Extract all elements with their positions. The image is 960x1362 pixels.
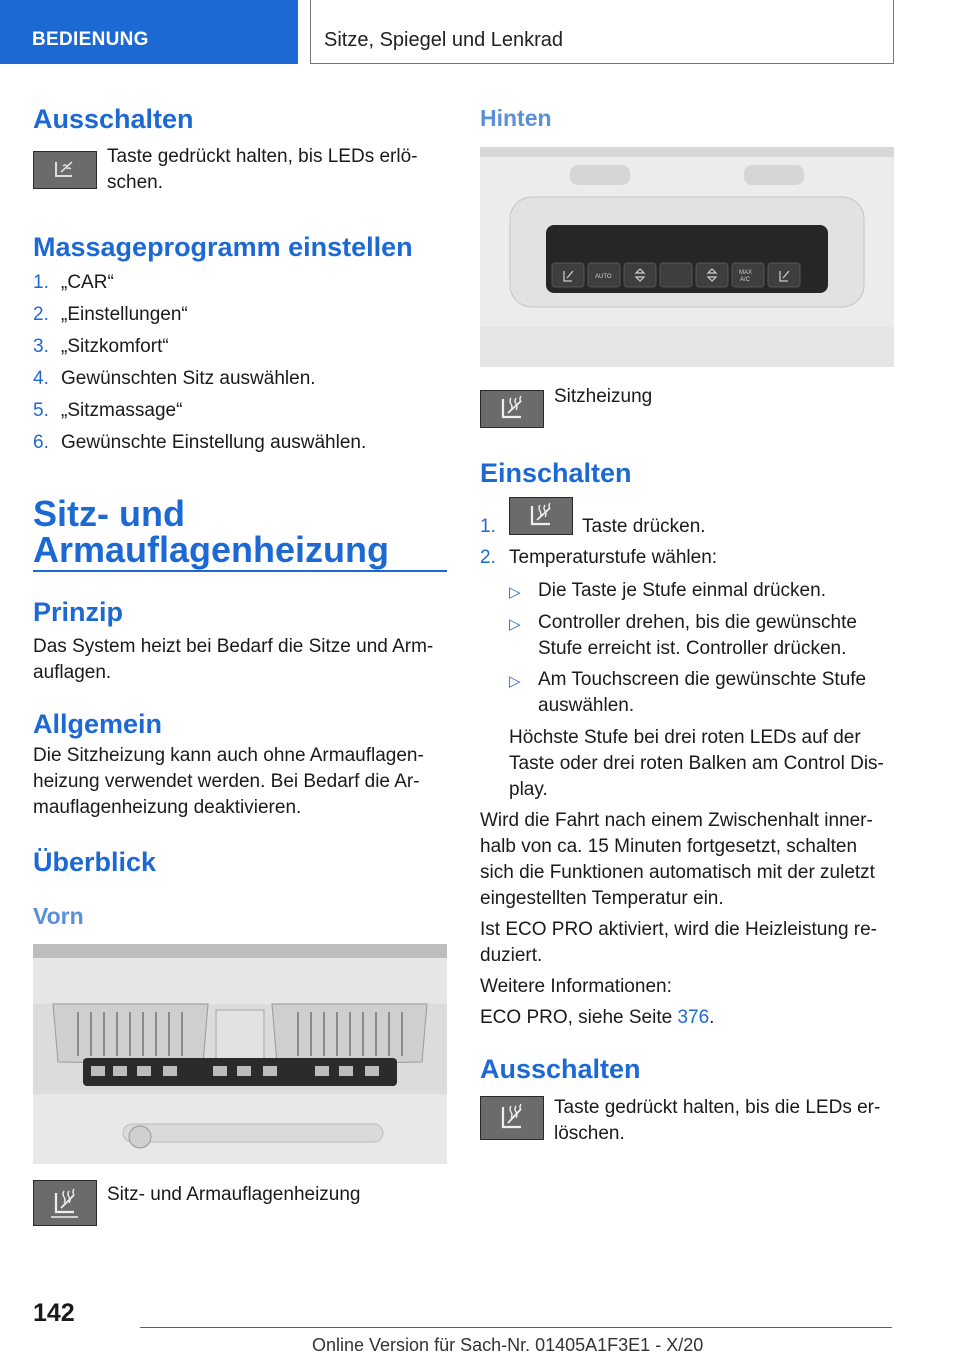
bullet-text: auswählen. (538, 695, 635, 716)
para1-line2: halb von ca. 15 Minuten fortgesetzt, schalten (480, 836, 858, 857)
prinzip-text-line1: Das System heizt bei Bedarf die Sitze und Arm- (33, 636, 434, 657)
ausschalten-right-line1: Taste gedrückt halten, bis die LEDs er- (554, 1097, 881, 1118)
bullet-triangle-icon: ▷ (509, 584, 521, 601)
massage-step-number: 4. (33, 368, 49, 389)
para1-line4: eingestellten Temperatur ein. (480, 888, 724, 909)
footer-online-version: Online Version für Sach-Nr. 01405A1F3E1 - X/20 (312, 1335, 704, 1355)
section-label: BEDIENUNG (32, 29, 149, 50)
rear-console-photo (480, 147, 894, 367)
seat-heating-icon (480, 1096, 544, 1140)
para1-line1: Wird die Fahrt nach einem Zwischenhalt inner- (480, 810, 873, 831)
eco-pro-reference: ECO PRO, siehe Seite 376. (480, 1007, 715, 1028)
footer-rule (140, 1327, 892, 1328)
hinten-caption: Sitzheizung (554, 386, 653, 407)
page-link-376[interactable]: 376 (677, 1007, 710, 1028)
svg-text:AUTO: AUTO (595, 274, 612, 280)
section-tab (0, 0, 298, 64)
svg-text:A/C: A/C (740, 277, 751, 283)
para1-line3: sich die Funktionen automatisch mit der zuletzt (480, 862, 875, 883)
para2-line2: duziert. (480, 945, 543, 966)
svg-text:MAX: MAX (739, 270, 753, 276)
para2-line1: Ist ECO PRO aktiviert, wird die Heizleistung re- (480, 919, 878, 940)
seat-heating-icon (509, 497, 573, 535)
massage-step-number: 2. (33, 304, 49, 325)
massage-heading: Massageprogramm einstellen (33, 232, 413, 262)
bullet-triangle-icon: ▷ (509, 673, 521, 690)
ueberblick-heading: Überblick (33, 847, 157, 877)
armrest-heating-icon (33, 1180, 97, 1226)
bullet-text: Controller drehen, bis die gewünschte (538, 612, 857, 633)
ausschalten-heading: Ausschalten (33, 104, 194, 134)
bullet-text: Stufe erreicht ist. Controller drücken. (538, 638, 847, 659)
prinzip-text-line2: auflagen. (33, 662, 112, 683)
massage-step-number: 6. (33, 432, 49, 453)
prinzip-heading: Prinzip (33, 597, 124, 627)
page-number: 142 (33, 1299, 75, 1327)
chapter-header (310, 0, 894, 64)
massage-step-text: Gewünschten Sitz auswählen. (61, 368, 316, 389)
massage-step-number: 5. (33, 400, 49, 421)
step-2-text: Temperaturstufe wählen: (509, 547, 718, 568)
massage-step-text: „Einstellungen“ (61, 304, 188, 325)
ausschalten-heading-right: Ausschalten (480, 1054, 641, 1084)
vorn-heading: Vorn (33, 903, 84, 929)
seat-ventilation-off-icon (33, 151, 97, 189)
bullet-triangle-icon: ▷ (509, 616, 521, 633)
massage-step-text: „Sitzmassage“ (61, 400, 183, 421)
bullet-text: Die Taste je Stufe einmal drücken. (538, 580, 826, 601)
ausschalten-text-line2: schen. (107, 172, 163, 193)
step-1-number: 1. (480, 516, 496, 537)
massage-step-number: 1. (33, 272, 49, 293)
vorn-caption: Sitz- und Armauflagenheizung (107, 1184, 361, 1205)
massage-step-text: „Sitzkomfort“ (61, 336, 169, 357)
allgemein-text-line1: Die Sitzheizung kann auch ohne Armauflagen- (33, 745, 424, 766)
seat-heating-icon (480, 390, 544, 428)
step-1-text: Taste drücken. (582, 516, 706, 537)
ausschalten-text-line1: Taste gedrückt halten, bis LEDs erlö- (107, 146, 418, 167)
allgemein-text-line3: mauflagenheizung deaktivieren. (33, 797, 302, 818)
massage-step-text: „CAR“ (61, 272, 114, 293)
massage-step-text: Gewünschte Einstellung auswählen. (61, 432, 367, 453)
step-2-number: 2. (480, 547, 496, 568)
hinten-heading: Hinten (480, 105, 552, 131)
bullet-text: Am Touchscreen die gewünschte Stufe (538, 669, 867, 690)
note-line1: Höchste Stufe bei drei roten LEDs auf der (509, 727, 861, 748)
chapter-label: Sitze, Spiegel und Lenkrad (324, 29, 564, 51)
note-line2: Taste oder drei roten Balken am Control Dis- (509, 753, 884, 774)
note-line3: play. (509, 779, 548, 800)
chapter-rule (33, 570, 447, 572)
allgemein-heading: Allgemein (33, 709, 163, 739)
front-console-photo (33, 944, 447, 1164)
chapter-title-line2: Armauflagenheizung (33, 529, 390, 570)
further-info-label: Weitere Informationen: (480, 976, 672, 997)
allgemein-text-line2: heizung verwendet werden. Bei Bedarf die Ar- (33, 771, 420, 792)
massage-step-number: 3. (33, 336, 49, 357)
ausschalten-right-line2: löschen. (554, 1123, 625, 1144)
einschalten-heading: Einschalten (480, 458, 632, 488)
chapter-title-line1: Sitz- und (33, 493, 185, 534)
